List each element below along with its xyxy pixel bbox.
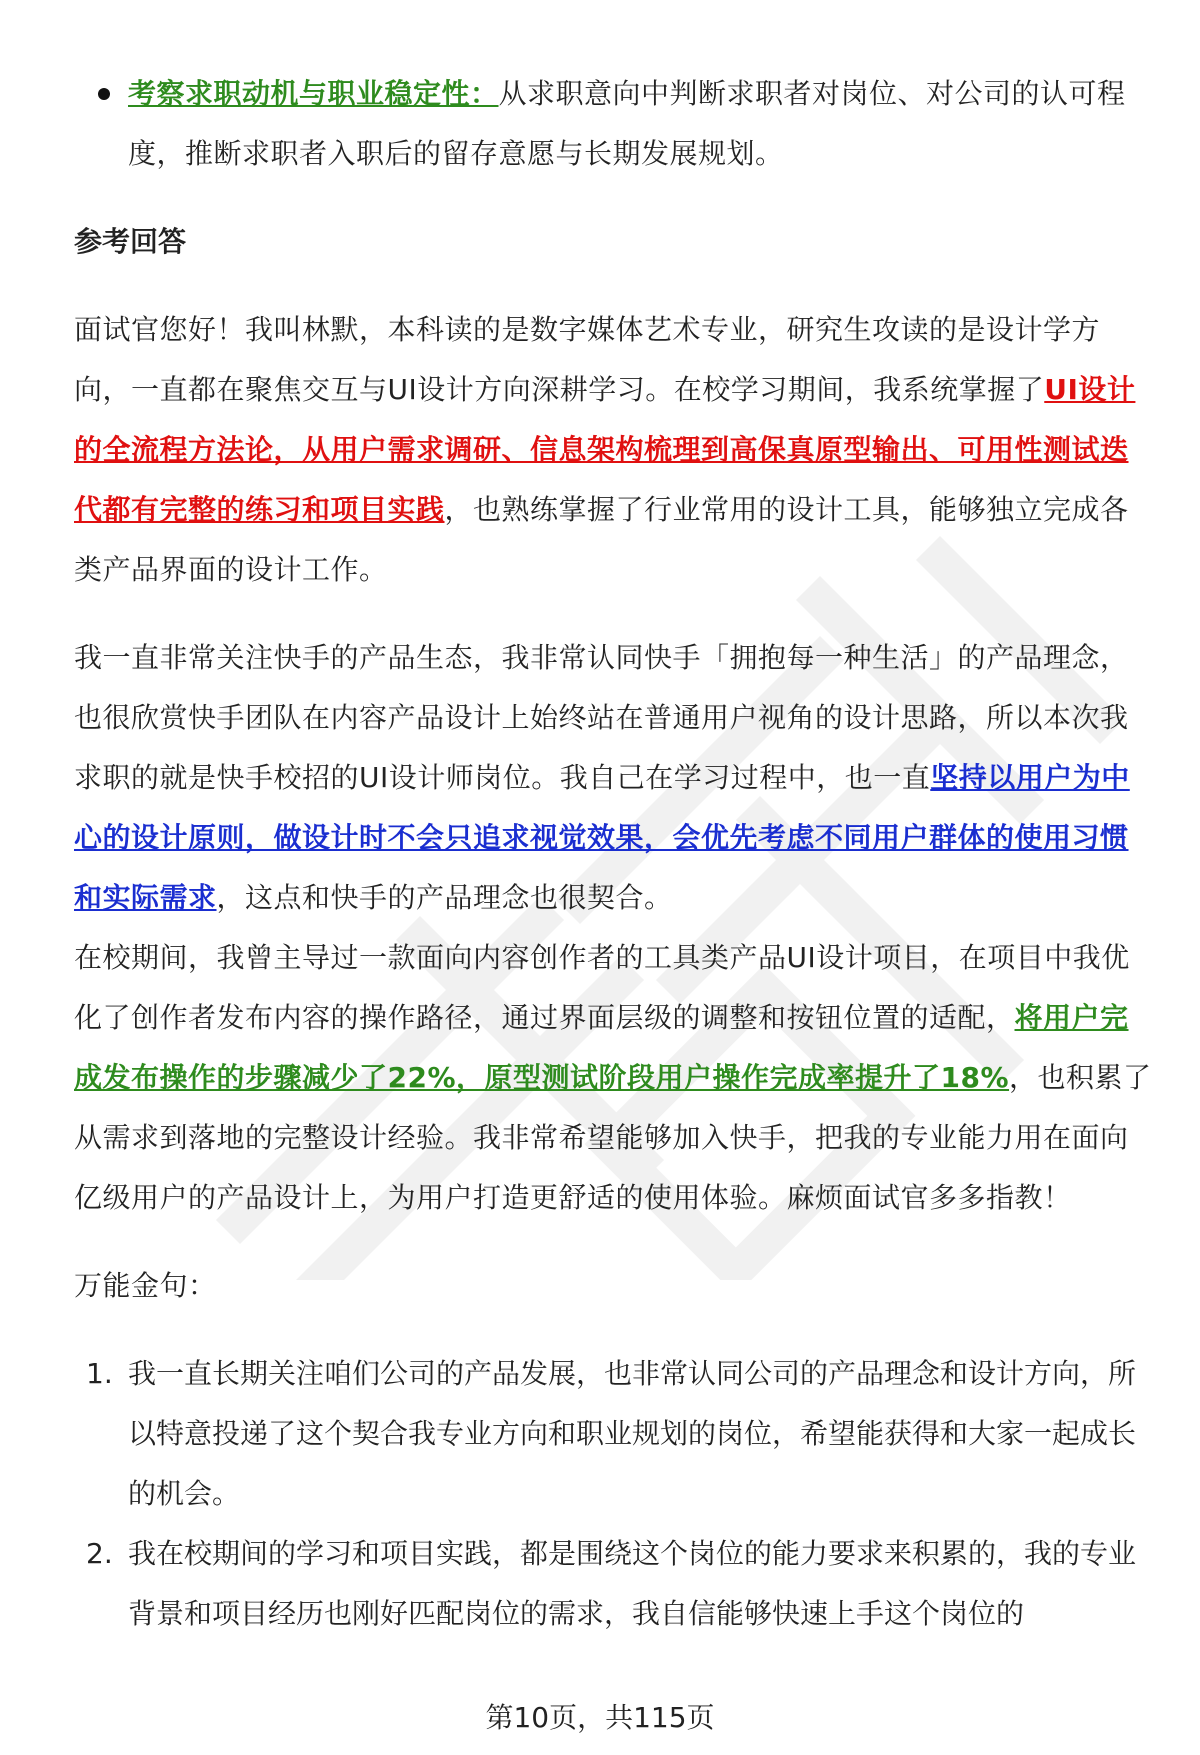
section-heading: 参考回答 — [74, 225, 187, 258]
list-item — [74, 1524, 1154, 1644]
bullet-item — [74, 64, 1154, 184]
golden-list — [74, 1344, 1154, 1644]
list-item-text: 我一直长期关注咱们公司的产品发展，也非常认同公司的产品理念和设计方向，所以特意投递了这个契合我专业方向和职业规划的岗位，希望能获得和大家一起成长的机会。 — [128, 1357, 1137, 1510]
paragraph-motivation-text: 我一直非常关注快手的产品生态，我非常认同快手「拥抱每一种生活」的产品理念，也很欣赏快手团队在内容产品设计上始终站在普通用户视角的设计思路，所以本次我求职的就是快手校招的UI设计师岗位。我自己在学习过程中，也一直 — [74, 641, 1129, 794]
paragraph-intro-highlight: UI设计的全流程方法论，从用户需求调研、信息架构梳理到高保真原型输出、可用性测试迭代都有完整的练习和项目实践 — [74, 373, 1136, 526]
bullet-dot-icon — [98, 88, 110, 100]
paragraph-intro-tail: ，也熟练掌握了行业常用的设计工具，能够独立完成各类产品界面的设计工作。 — [74, 493, 1129, 586]
paragraph-intro — [74, 300, 1154, 600]
paragraph-motivation-highlight: 坚持以用户为中心的设计原则，做设计时不会只追求视觉效果，会优先考虑不同用户群体的使用习惯和实际需求 — [74, 761, 1130, 914]
page-footer: 第10页，共115页 — [485, 1701, 715, 1734]
golden-title: 万能金句： — [74, 1269, 217, 1302]
paragraph-motivation-tail: ，这点和快手的产品理念也很契合。 — [216, 881, 673, 914]
list-item-text: 我在校期间的学习和项目实践，都是围绕这个岗位的能力要求来积累的，我的专业背景和项目经历也刚好匹配岗位的需求，我自信能够快速上手这个岗位的 — [128, 1537, 1137, 1630]
paragraph-project-tail: ，也积累了从需求到落地的完整设计经验。我非常希望能够加入快手，把我的专业能力用在面向亿级用户的产品设计上，为用户打造更舒适的使用体验。麻烦面试官多多指教！ — [74, 1061, 1152, 1214]
paragraph-project — [74, 928, 1154, 1228]
bullet-text: 从求职意向中判断求职者对岗位、对公司的认可程度，推断求职者入职后的留存意愿与长期发展规划。 — [128, 77, 1126, 170]
list-item-number: 1. — [86, 1357, 113, 1390]
list-item-number: 2. — [86, 1537, 113, 1570]
paragraph-project-highlight: 将用户完成发布操作的步骤减少了22%，原型测试阶段用户操作完成率提升了18% — [74, 1001, 1129, 1094]
bullet-label: 考察求职动机与职业稳定性： — [128, 77, 499, 110]
paragraph-project-text: 在校期间，我曾主导过一款面向内容创作者的工具类产品UI设计项目，在项目中我优化了创作者发布内容的操作路径，通过界面层级的调整和按钮位置的适配， — [74, 941, 1130, 1034]
list-item — [74, 1344, 1154, 1524]
paragraph-motivation — [74, 628, 1154, 928]
paragraph-intro-text: 面试官您好！我叫林默，本科读的是数字媒体艺术专业，研究生攻读的是设计学方向，一直都在聚焦交互与UI设计方向深耕学习。在校学习期间，我系统掌握了 — [74, 313, 1101, 406]
document-content — [74, 64, 1154, 1644]
